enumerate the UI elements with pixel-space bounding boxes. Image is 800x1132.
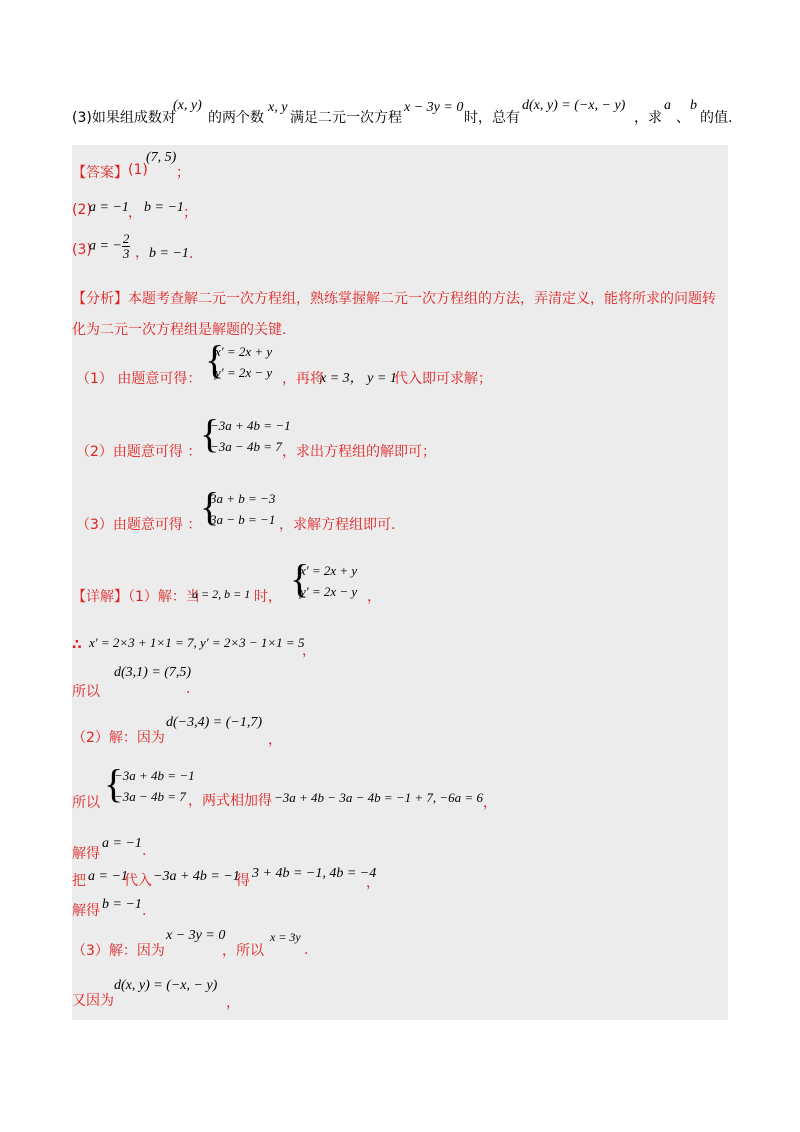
left-brace-icon: { <box>200 484 220 529</box>
answer-1-value: (7, 5) <box>146 150 177 165</box>
detail-sub-get: 得 <box>236 873 250 889</box>
system-eq-1: x′ = 2x + y <box>300 563 358 578</box>
answer-3-comma: ， <box>135 245 149 261</box>
analysis-step-1-label: （1） 由题意可得： <box>76 371 202 387</box>
answer-3-label: (3) <box>72 242 92 258</box>
answer-2-a: a = −1 <box>89 200 129 215</box>
detail-so-2-sum: −3a + 4b − 3a − 4b = −1 + 7, −6a = 6 <box>274 790 483 805</box>
therefore-symbol: ∴ <box>72 637 82 653</box>
analysis-step-3-end: ，求解方程组即可. <box>279 517 396 533</box>
detail-p2-end: ， <box>268 732 282 748</box>
detail-so-2: 所以 <box>72 795 100 811</box>
answer-2-end: ； <box>183 205 197 221</box>
detail-so-1-end: . <box>186 681 191 697</box>
fraction-denominator: 3 <box>122 246 130 261</box>
system-eq-2: 3a − b = −1 <box>210 512 276 527</box>
analysis-step-3-label: （3）由题意可得 ： <box>76 517 202 533</box>
answer-1-label: (1) <box>128 162 148 178</box>
q3-mid2: 满足二元一次方程 <box>290 110 402 126</box>
q3-suffix: 的值. <box>700 110 733 126</box>
detail-p3-label: （3）解：因为 <box>72 943 165 959</box>
analysis-tag: 【分析】 <box>72 291 128 307</box>
left-brace-icon: { <box>290 556 310 601</box>
detail-p1-time: 时， <box>254 589 282 605</box>
analysis-step-2-label: （2）由题意可得 ： <box>76 444 202 460</box>
answer-3-end: . <box>189 246 194 262</box>
q3-mid1: 的两个数 <box>208 110 264 126</box>
detail-again-end: ， <box>226 995 240 1011</box>
analysis-step-3-system <box>200 484 290 531</box>
detail-p2-label: （2）解：因为 <box>72 730 165 746</box>
q3-xy: x, y <box>268 100 288 115</box>
detail-solve-b: 解得 <box>72 903 100 919</box>
detail-p1-end: ， <box>367 589 381 605</box>
solution-panel <box>72 145 728 1020</box>
detail-calc-end: ， <box>302 643 316 659</box>
q3-a: a <box>664 98 671 113</box>
detail-so-2-mid: ，两式相加得 <box>188 793 272 809</box>
detail-line-1 <box>72 586 200 606</box>
answer-3-a-lhs: a = − <box>89 238 122 254</box>
detail-sub-eq: −3a + 4b = −1 <box>153 869 240 884</box>
left-brace-icon: { <box>200 411 220 456</box>
detail-sub-end: ， <box>366 875 380 891</box>
system-eq-2: −3a − 4b = 7 <box>114 789 186 804</box>
system-eq-2: −3a − 4b = 7 <box>210 439 282 454</box>
q3-d-eq: d(x, y) = (−x, − y) <box>522 98 626 113</box>
q3-pair: (x, y) <box>173 98 202 113</box>
answer-tag: 【答案】 <box>72 165 128 181</box>
system-eq-1: 3a + b = −3 <box>210 491 276 506</box>
answer-3-b: b = −1 <box>149 246 189 261</box>
q3-mid4: ，求 <box>634 110 662 126</box>
analysis-line-1 <box>72 288 716 308</box>
detail-sub-pre: 把 <box>72 873 86 889</box>
question-3 <box>72 98 732 128</box>
fraction-numerator: 2 <box>122 231 130 246</box>
q3-mid3: 时，总有 <box>464 110 520 126</box>
detail-p1-cond: a = 2, b = 1 <box>192 587 251 601</box>
answer-3-fraction <box>122 232 131 261</box>
answer-3-a <box>89 232 130 261</box>
detail-p1-label: （1）解：当 <box>128 589 200 605</box>
detail-solve-a-eq: a = −1 <box>102 836 142 851</box>
system-eq-2: y′ = 2x − y <box>215 365 273 380</box>
detail-so-1: 所以 <box>72 684 100 700</box>
answer-1-end: ； <box>176 165 190 181</box>
answer-2-comma: ， <box>128 205 142 221</box>
detail-sub-a: a = −1 <box>88 869 128 884</box>
detail-sub-res: 3 + 4b = −1, 4b = −4 <box>252 866 377 881</box>
q3-eq: x − 3y = 0 <box>404 100 464 115</box>
analysis-text-1: 本题考查解二元一次方程组，熟练掌握解二元一次方程组的方法，弄清定义，能将所求的问题转 <box>128 291 716 307</box>
detail-so-2-end: ， <box>483 795 497 811</box>
detail-solve-b-end: . <box>142 903 147 919</box>
answer-2-label: (2) <box>72 202 92 218</box>
answer-2-b: b = −1 <box>144 200 184 215</box>
detail-p3-eq: x − 3y = 0 <box>166 928 226 943</box>
detail-p3-mid: ，所以 <box>222 943 264 959</box>
system-eq-1: −3a + 4b = −1 <box>210 418 291 433</box>
detail-solve-a-end: . <box>142 843 147 859</box>
detail-solve-b-eq: b = −1 <box>102 897 142 912</box>
detail-p3-res: x = 3y <box>270 930 301 944</box>
q3-b: b <box>690 98 697 113</box>
analysis-step-2-end: ，求出方程组的解即可； <box>282 444 436 460</box>
left-brace-icon: { <box>104 761 124 806</box>
detail-p2-eq: d(−3,4) = (−1,7) <box>166 715 262 730</box>
analysis-step-1-end: 代入即可求解； <box>394 371 492 387</box>
detail-solve-a: 解得 <box>72 846 100 862</box>
detail-p3-end: . <box>304 942 309 958</box>
left-brace-icon: { <box>205 337 225 382</box>
system-eq-1: −3a + 4b = −1 <box>114 768 195 783</box>
detail-so-1-eq: d(3,1) = (7,5) <box>114 665 192 680</box>
system-eq-1: x′ = 2x + y <box>215 344 273 359</box>
detail-tag: 【详解】 <box>72 589 128 605</box>
q3-sep: 、 <box>676 110 690 126</box>
analysis-step-1-mid: ，再将 <box>282 371 324 387</box>
detail-sub-mid: 代入 <box>124 873 152 889</box>
detail-calc: x′ = 2×3 + 1×1 = 7, y′ = 2×3 − 1×1 = 5 <box>89 635 305 650</box>
detail-again-eq: d(x, y) = (−x, − y) <box>114 978 218 993</box>
analysis-step-1-vals: x = 3， y = 1 <box>320 371 397 386</box>
q3-prefix: (3)如果组成数对 <box>72 110 176 126</box>
system-eq-2: y′ = 2x − y <box>300 584 358 599</box>
analysis-line-2: 化为二元一次方程组是解题的关键. <box>72 322 287 338</box>
detail-again: 又因为 <box>72 993 114 1009</box>
